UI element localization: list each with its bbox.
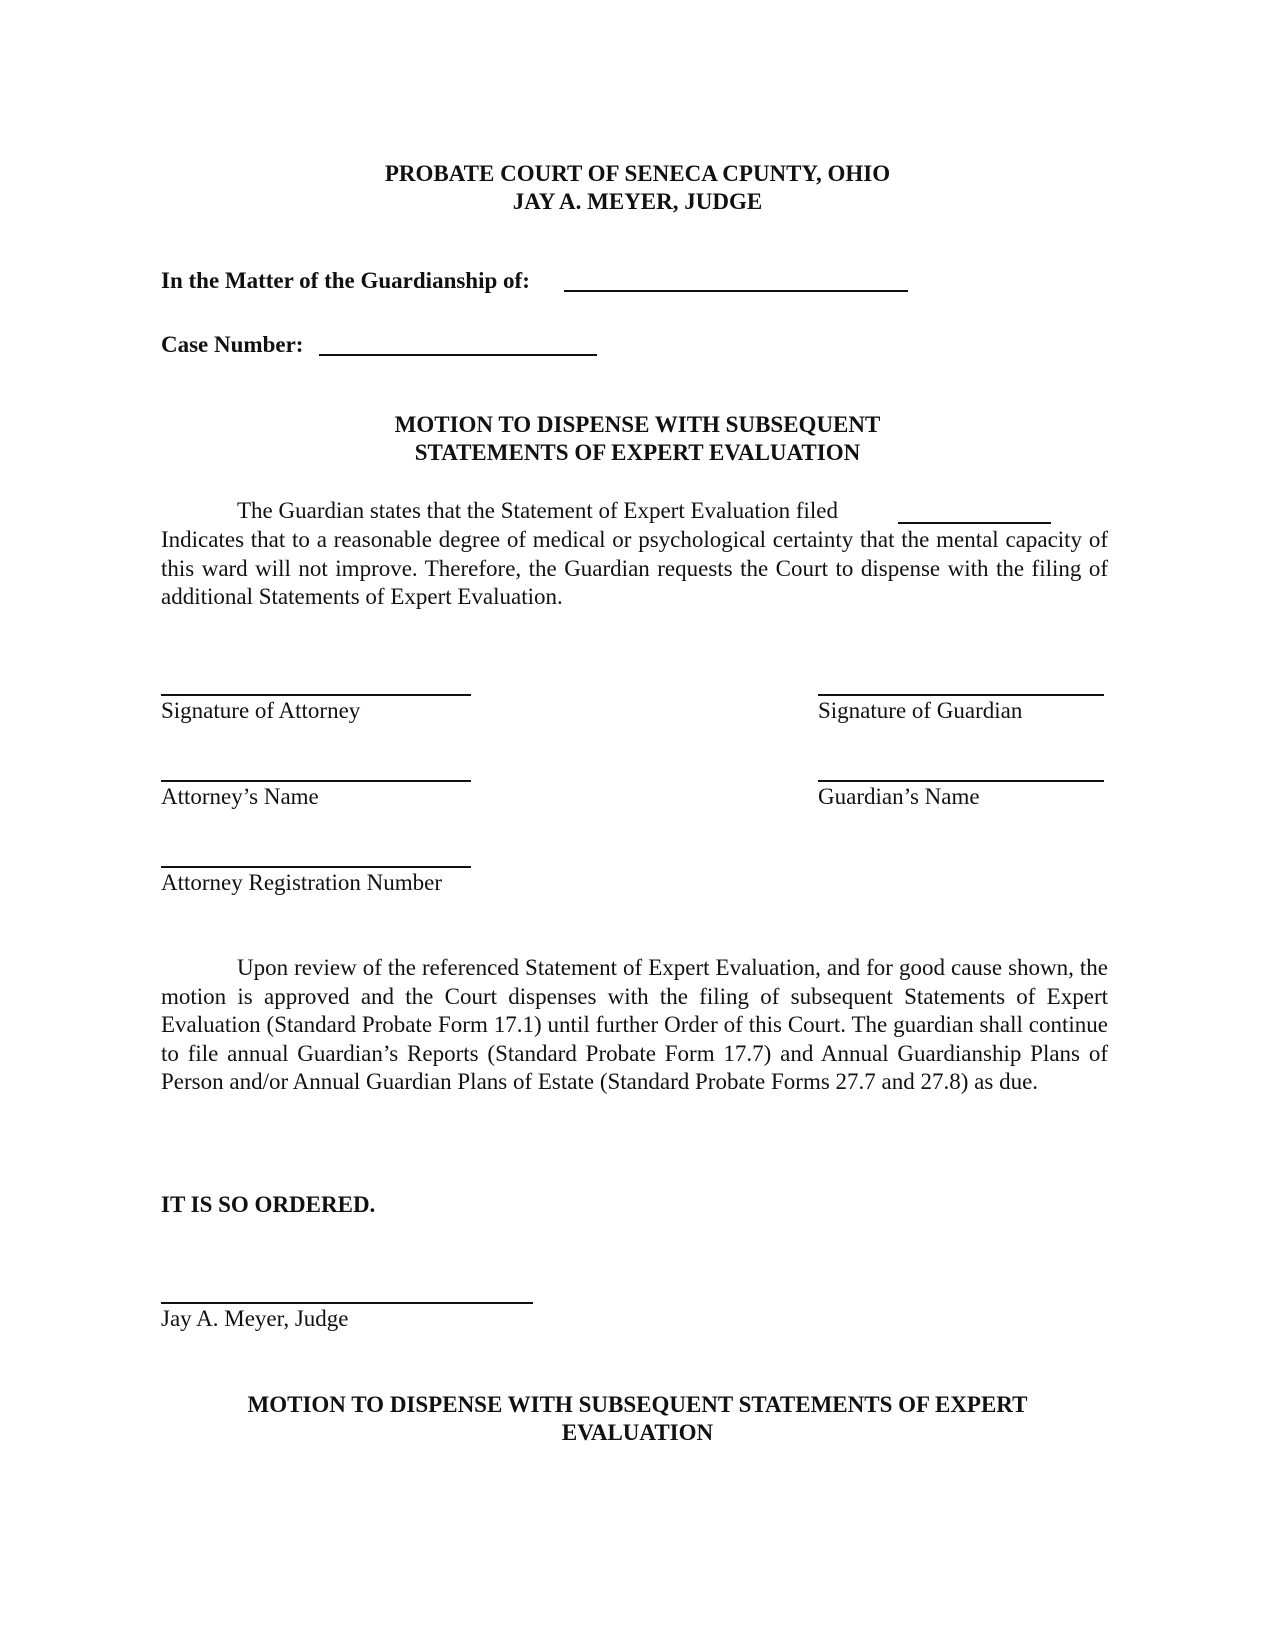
- attorney-signature-label: Signature of Attorney: [161, 698, 361, 723]
- attorney-registration-label: Attorney Registration Number: [161, 870, 443, 895]
- court-header: [0, 160, 1275, 216]
- case-number-field[interactable]: [319, 354, 597, 356]
- footer-title-line1: MOTION TO DISPENSE WITH SUBSEQUENT STATEMENTS OF EXPERT: [247, 1392, 1028, 1417]
- footer-title: [0, 1391, 1275, 1447]
- guardian-signature-label: Signature of Guardian: [818, 698, 1023, 723]
- footer-title-line2: EVALUATION: [561, 1420, 714, 1445]
- guardianship-name-field[interactable]: [564, 290, 908, 292]
- motion-title: [0, 411, 1275, 467]
- attorney-name-line[interactable]: [161, 780, 471, 782]
- guardian-name-line[interactable]: [818, 780, 1104, 782]
- guardian-name-label: Guardian’s Name: [818, 784, 980, 809]
- judge-signature-line[interactable]: [161, 1302, 533, 1304]
- so-ordered: IT IS SO ORDERED.: [161, 1192, 376, 1217]
- motion-title-line1: MOTION TO DISPENSE WITH SUBSEQUENT: [394, 412, 881, 437]
- filed-date-field[interactable]: [898, 522, 1051, 524]
- attorney-name-label: Attorney’s Name: [161, 784, 319, 809]
- court-name: PROBATE COURT OF SENECA CPUNTY, OHIO: [384, 161, 891, 186]
- attorney-signature-line[interactable]: [161, 694, 471, 696]
- case-number-label: Case Number:: [161, 332, 304, 357]
- guardianship-label: In the Matter of the Guardianship of:: [161, 268, 530, 293]
- motion-title-line2: STATEMENTS OF EXPERT EVALUATION: [414, 440, 861, 465]
- guardian-signature-line[interactable]: [818, 694, 1104, 696]
- attorney-registration-line[interactable]: [161, 866, 471, 868]
- judge-name: JAY A. MEYER, JUDGE: [512, 189, 763, 214]
- motion-body: Indicates that to a reasonable degree of medical or psychological certainty that the mental capacity of this ward will not improve. Therefore, the Guardian requests the Court to dispense with the filing of additional Statements of Expert Evaluation.: [161, 527, 1108, 609]
- motion-first-line: The Guardian states that the Statement of Expert Evaluation filed: [237, 498, 838, 523]
- judge-signature-label: Jay A. Meyer, Judge: [161, 1306, 349, 1331]
- order-paragraph: Upon review of the referenced Statement of Expert Evaluation, and for good cause shown, the motion is approved and the Court dispenses with the filing of subsequent Statements of Expert Evaluation (Standard Probate Form 17.1) until further Order of this Court. The guardian shall continue to file annual Guardian’s Reports (Standard Probate Form 17.7) and Annual Guardianship Plans of Person and/or Annual Guardian Plans of Estate (Standard Probate Forms 27.7 and 27.8) as due.: [161, 955, 1108, 1094]
